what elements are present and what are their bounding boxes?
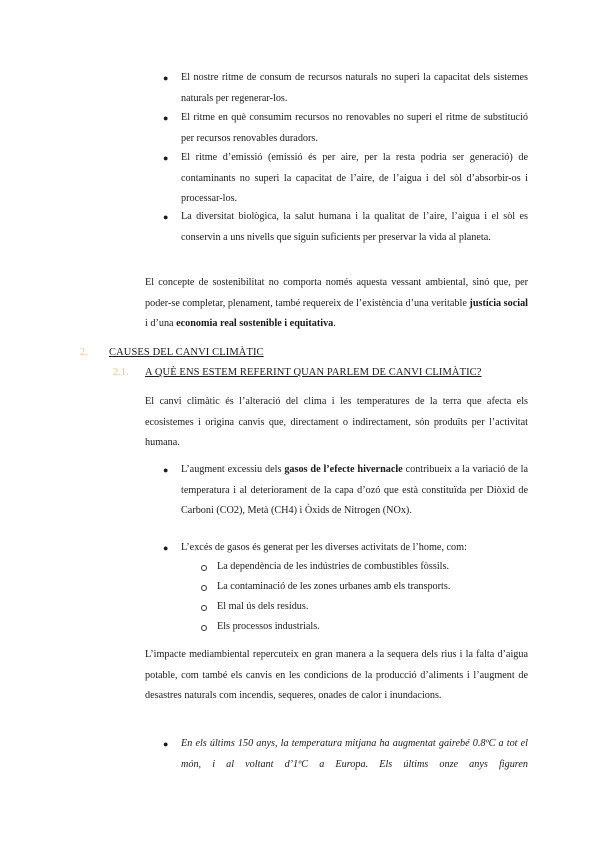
concept-paragraph xyxy=(145,273,528,335)
sub-item: La contaminació de les zones urbanes amb els transports. xyxy=(217,581,451,592)
sub-bullet-circle xyxy=(201,605,207,611)
section-number: 2. xyxy=(80,347,88,358)
bullet-dot: ● xyxy=(163,73,169,83)
greenhouse-gases-bold: gasos de l’efecte hivernacle xyxy=(284,464,403,475)
concept-bold-economy: economia real sostenible i equitativa xyxy=(176,318,334,329)
intro-bullet: La diversitat biològica, la salut humana i la qualitat de l’aire, l’aigua i el sòl es conservin a uns nivells que siguin suficients per preservar la vida al planeta. xyxy=(181,211,528,243)
bullet-dot: ● xyxy=(163,153,169,163)
subsection-heading: A QUÈ ENS ESTEM REFERINT QUAN PARLEM DE CANVI CLIMÀTIC? xyxy=(145,367,482,378)
bullet-dot: ● xyxy=(163,113,169,123)
sub-item: La dependència de les indústries de combustibles fòssils. xyxy=(217,561,449,572)
concept-text: i d’una xyxy=(145,318,177,329)
concept-bold-social-justice: justícia social xyxy=(469,297,528,309)
sub-bullet-circle xyxy=(201,625,207,631)
bullet-dot: ● xyxy=(163,212,169,222)
greenhouse-gas-bullet xyxy=(181,460,528,522)
section-heading: CAUSES DEL CANVI CLIMÀTIC xyxy=(109,347,264,358)
impact-paragraph: L’impacte mediambiental repercuteix en gran manera a la sequera dels rius i la falta d’aigua potable, com també els canvis en les condicions de la producció d’aliments i l’augment de desastres naturals com incendis, sequeres, onades de calor i inundacions. xyxy=(145,649,528,701)
temperature-bullet-text: En els últims 150 anys, la temperatura mitjana ha augmentat gairebé 0.8ºC a tot el món, i al voltant d’1ºC a Europa. Els últims onze anys figuren xyxy=(181,738,528,770)
sub-item: Els processos industrials. xyxy=(217,621,320,632)
bullet-dot: ● xyxy=(163,465,169,475)
sub-item: El mal ús dels residus. xyxy=(217,601,309,612)
bullet-text: L’augment excessiu dels xyxy=(181,464,285,475)
intro-bullet: El ritme en què consumim recursos no renovables no superi el ritme de substitució per recursos renovables duradors. xyxy=(181,112,528,144)
sub-bullet-circle xyxy=(201,585,207,591)
sub-bullet-circle xyxy=(201,565,207,571)
temperature-bullet xyxy=(181,734,528,775)
bullet-dot: ● xyxy=(163,543,169,553)
bullet-dot: ● xyxy=(163,739,169,749)
concept-text: El concepte de sostenibilitat no comporta només aquesta vessant ambiental, sinó que, per poder-se completar, plenament, també requereix de l’existència d’una veritable xyxy=(145,277,528,309)
gas-excess-bullet: L’excés de gasos és generat per les diverses activitats de l’home, com: xyxy=(181,542,467,553)
concept-text: . xyxy=(333,318,336,329)
subsection-number: 2.1. xyxy=(113,367,129,378)
intro-bullet: El nostre ritme de consum de recursos naturals no superi la capacitat dels sistemes naturals per regenerar-los. xyxy=(181,72,528,104)
bullet-text: contribueix a la variació de la temperatura i al deteriorament de la capa d’ozó que està constituïda per Diòxid de Carboni (CO2), Metà (CH4) i Òxids de Nitrogen (NOx). xyxy=(181,464,528,516)
intro-bullet: El ritme d’emissió (emissió és per aire, per la resta podria ser generació) de contaminants no superi la capacitat de l’aire, de l’aigua i del sòl d’absorbir-os i processar-los. xyxy=(181,152,528,204)
definition-paragraph: El canvi climàtic és l’alteració del clima i les temperatures de la terra que afecta els ecosistemes i origina canvis que, directament o indirectament, són produïts per l’activitat humana. xyxy=(145,396,528,448)
